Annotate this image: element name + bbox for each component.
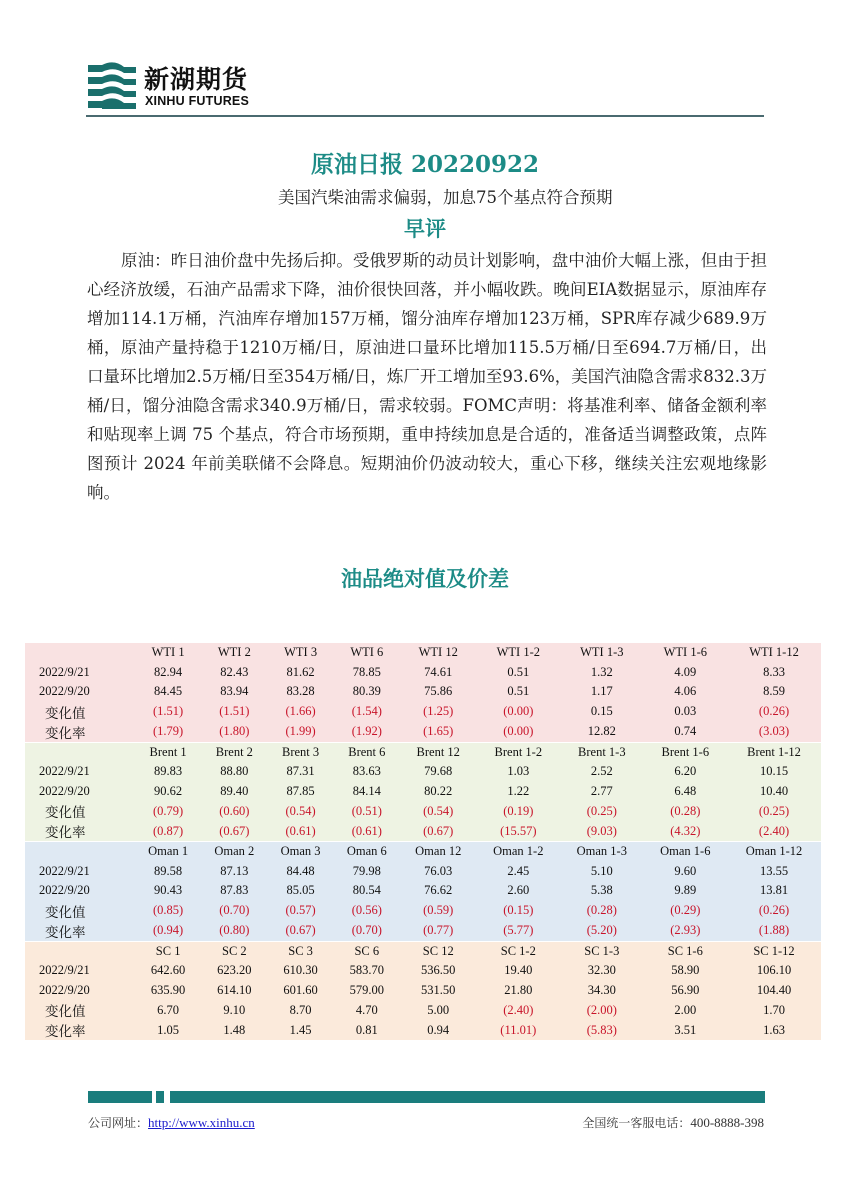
table-cell: (0.77): [400, 921, 477, 942]
table-cell: (0.54): [400, 801, 477, 821]
row-label: 变化率: [25, 821, 135, 842]
table-cell: 106.10: [727, 961, 821, 981]
table-cell: (2.00): [560, 1000, 644, 1020]
table-cell: 4.70: [334, 1000, 400, 1020]
table-cell: (0.51): [334, 801, 400, 821]
table-cell: 90.62: [135, 782, 201, 802]
row-label: 变化率: [25, 921, 135, 942]
footer-website: [88, 1114, 255, 1131]
table-cell: (0.79): [135, 801, 201, 821]
table-row: [25, 961, 821, 981]
table-cell: (0.67): [201, 821, 267, 842]
table-cell: (15.57): [477, 821, 561, 842]
table-cell: 19.40: [477, 961, 561, 981]
table-cell: 0.81: [334, 1020, 400, 1040]
table-cell: (0.60): [201, 801, 267, 821]
table-cell: 0.94: [400, 1020, 477, 1040]
column-header: Brent 1-6: [644, 742, 728, 762]
table-cell: 0.15: [560, 702, 644, 722]
table-cell: 80.22: [400, 782, 477, 802]
column-header: Oman 1-2: [477, 842, 561, 862]
table-header-row: [25, 941, 821, 961]
footer-bar-segment: [88, 1091, 152, 1103]
column-header: WTI 1-6: [644, 643, 728, 663]
table-cell: 0.51: [477, 663, 561, 683]
table-cell: 635.90: [135, 981, 201, 1001]
table-cell: (1.92): [334, 722, 400, 743]
table-cell: 58.90: [644, 961, 728, 981]
table-cell: (0.57): [267, 901, 333, 921]
column-header: Brent 3: [267, 742, 333, 762]
table-cell: 87.13: [201, 862, 267, 882]
table-cell: 56.90: [644, 981, 728, 1001]
table-cell: 0.74: [644, 722, 728, 743]
table-cell: 642.60: [135, 961, 201, 981]
section-heading-price-table: 油品绝对值及价差: [341, 566, 509, 591]
table-cell: 82.94: [135, 663, 201, 683]
table-cell: 8.33: [727, 663, 821, 683]
table-cell: 85.05: [267, 881, 333, 901]
table-cell: 5.00: [400, 1000, 477, 1020]
hotline-label: 全国统一客服电话：: [582, 1116, 691, 1130]
column-header: WTI 1-3: [560, 643, 644, 663]
table-row: [25, 762, 821, 782]
table-cell: (1.51): [135, 702, 201, 722]
table-cell: (0.70): [334, 921, 400, 942]
footer-bar-segment: [170, 1091, 765, 1103]
table-cell: (1.51): [201, 702, 267, 722]
row-label: 2022/9/21: [25, 663, 135, 683]
table-cell: (4.32): [644, 821, 728, 842]
table-cell: 1.48: [201, 1020, 267, 1040]
table-cell: (2.40): [477, 1000, 561, 1020]
table-row: [25, 1020, 821, 1040]
table-cell: (0.19): [477, 801, 561, 821]
table-cell: 87.31: [267, 762, 333, 782]
row-label: 变化率: [25, 722, 135, 743]
table-cell: (2.93): [644, 921, 728, 942]
header-divider: [86, 115, 764, 117]
table-header-row: [25, 643, 821, 663]
column-header: Brent 1-2: [477, 742, 561, 762]
table-cell: (0.28): [644, 801, 728, 821]
column-header: SC 12: [400, 941, 477, 961]
table-row: [25, 862, 821, 882]
table-cell: 89.83: [135, 762, 201, 782]
table-cell: 84.48: [267, 862, 333, 882]
table-cell: (0.26): [727, 702, 821, 722]
column-header: SC 1-6: [644, 941, 728, 961]
table-cell: 79.98: [334, 862, 400, 882]
row-label: 2022/9/20: [25, 981, 135, 1001]
table-row: [25, 981, 821, 1001]
table-cell: (5.20): [560, 921, 644, 942]
table-cell: 74.61: [400, 663, 477, 683]
table-cell: 6.48: [644, 782, 728, 802]
row-label: 2022/9/20: [25, 881, 135, 901]
table-cell: (1.88): [727, 921, 821, 942]
table-cell: (0.56): [334, 901, 400, 921]
logo-chinese-name: 新湖期货: [144, 65, 249, 94]
table-cell: 78.85: [334, 663, 400, 683]
column-header: SC 1-3: [560, 941, 644, 961]
row-label: 变化值: [25, 1000, 135, 1020]
column-header: SC 1: [135, 941, 201, 961]
table-cell: (0.00): [477, 702, 561, 722]
table-cell: (0.29): [644, 901, 728, 921]
table-header-row: [25, 842, 821, 862]
table-cell: 89.58: [135, 862, 201, 882]
row-label: 2022/9/21: [25, 862, 135, 882]
table-cell: (0.00): [477, 722, 561, 743]
table-cell: 623.20: [201, 961, 267, 981]
table-cell: (2.40): [727, 821, 821, 842]
table-cell: (1.99): [267, 722, 333, 743]
table-cell: 76.03: [400, 862, 477, 882]
table-cell: 104.40: [727, 981, 821, 1001]
table-cell: (1.25): [400, 702, 477, 722]
table-row: [25, 663, 821, 683]
table-cell: 80.54: [334, 881, 400, 901]
column-header: Oman 12: [400, 842, 477, 862]
column-header: Brent 2: [201, 742, 267, 762]
table-cell: 80.39: [334, 682, 400, 702]
table-cell: (0.25): [560, 801, 644, 821]
table-cell: (0.67): [400, 821, 477, 842]
table-cell: (0.85): [135, 901, 201, 921]
table-cell: (0.59): [400, 901, 477, 921]
column-header: WTI 3: [267, 643, 333, 663]
section-heading-morning-review: 早评: [404, 216, 446, 241]
table-cell: 83.63: [334, 762, 400, 782]
table-cell: 1.17: [560, 682, 644, 702]
column-header: Oman 1-6: [644, 842, 728, 862]
row-label: 2022/9/21: [25, 961, 135, 981]
table-cell: 83.94: [201, 682, 267, 702]
table-cell: 89.40: [201, 782, 267, 802]
table-cell: (0.87): [135, 821, 201, 842]
table-cell: 87.85: [267, 782, 333, 802]
column-header: SC 3: [267, 941, 333, 961]
table-cell: 536.50: [400, 961, 477, 981]
table-row: [25, 921, 821, 942]
table-cell: 81.62: [267, 663, 333, 683]
row-label: 变化值: [25, 801, 135, 821]
table-cell: (3.03): [727, 722, 821, 743]
table-cell: 5.38: [560, 881, 644, 901]
table-row: [25, 702, 821, 722]
table-cell: 84.45: [135, 682, 201, 702]
column-header: Oman 1-12: [727, 842, 821, 862]
table-cell: 2.00: [644, 1000, 728, 1020]
column-header: SC 2: [201, 941, 267, 961]
table-header-row: [25, 742, 821, 762]
table-cell: 1.63: [727, 1020, 821, 1040]
column-header: WTI 2: [201, 643, 267, 663]
table-cell: 75.86: [400, 682, 477, 702]
table-cell: 1.03: [477, 762, 561, 782]
table-cell: (0.54): [267, 801, 333, 821]
table-cell: 4.06: [644, 682, 728, 702]
column-header: Oman 1-3: [560, 842, 644, 862]
table-cell: (5.83): [560, 1020, 644, 1040]
table-cell: 10.15: [727, 762, 821, 782]
table-row: [25, 682, 821, 702]
column-header: Oman 2: [201, 842, 267, 862]
table-cell: 10.40: [727, 782, 821, 802]
table-cell: 2.52: [560, 762, 644, 782]
table-row: [25, 801, 821, 821]
column-header: Brent 12: [400, 742, 477, 762]
column-header: WTI 12: [400, 643, 477, 663]
table-cell: (1.65): [400, 722, 477, 743]
table-cell: 88.80: [201, 762, 267, 782]
table-cell: 6.20: [644, 762, 728, 782]
table-cell: 21.80: [477, 981, 561, 1001]
table-cell: 0.51: [477, 682, 561, 702]
column-header: WTI 1-12: [727, 643, 821, 663]
hotline-number: 400-8888-398: [690, 1115, 764, 1130]
table-cell: (9.03): [560, 821, 644, 842]
table-cell: (0.61): [334, 821, 400, 842]
table-row: [25, 782, 821, 802]
table-row: [25, 901, 821, 921]
table-cell: (0.26): [727, 901, 821, 921]
table-cell: 32.30: [560, 961, 644, 981]
column-header: Oman 3: [267, 842, 333, 862]
table-cell: (1.80): [201, 722, 267, 743]
row-label: [25, 842, 135, 862]
xinhu-wave-logo-icon: [88, 62, 136, 110]
website-label: 公司网址：: [88, 1116, 149, 1130]
table-cell: 1.05: [135, 1020, 201, 1040]
table-cell: 1.32: [560, 663, 644, 683]
table-row: [25, 821, 821, 842]
table-cell: (0.15): [477, 901, 561, 921]
table-cell: (0.70): [201, 901, 267, 921]
row-label: 变化率: [25, 1020, 135, 1040]
table-cell: 1.45: [267, 1020, 333, 1040]
column-header: Brent 6: [334, 742, 400, 762]
table-cell: 13.55: [727, 862, 821, 882]
table-row: [25, 722, 821, 743]
table-cell: 87.83: [201, 881, 267, 901]
table-cell: 8.70: [267, 1000, 333, 1020]
column-header: Brent 1: [135, 742, 201, 762]
table-cell: 8.59: [727, 682, 821, 702]
oil-price-spread-table: [25, 643, 821, 1040]
table-cell: 5.10: [560, 862, 644, 882]
paragraph-text: 原油：昨日油价盘中先扬后抑。受俄罗斯的动员计划影响，盘中油价大幅上涨，但由于担心经济放缓，石油产品需求下降，油价很快回落，并小幅收跌。晚间EIA数据显示，原油库存增加114.1万桶，汽油库存增加157万桶，馏分油库存增加123万桶，SPR库存减少689.9万桶，原油产量持稳于1210万桶/日，原油进口量环比增加115.5万桶/日至694.7万桶/日，出口量环比增加2.5万桶/日至354万桶/日，炼厂开工增加至93.6%，美国汽油隐含需求832.3万桶/日，馏分油隐含需求340.9万桶/日，需求较弱。FOMC声明：将基准利率、储备金额利率和贴现率上调 75 个基点，符合市场预期，重申持续加息是合适的，准备适当调整政策，点阵图预计 2024 年前美联储不会降息。短期油价仍波动较大，重心下移，继续关注宏观地缘影响。: [87, 251, 768, 502]
table-cell: (0.67): [267, 921, 333, 942]
footer-bar-segment: [156, 1091, 164, 1103]
column-header: WTI 6: [334, 643, 400, 663]
website-link[interactable]: http://www.xinhu.cn: [148, 1115, 255, 1130]
column-header: Brent 1-3: [560, 742, 644, 762]
row-label: [25, 643, 135, 663]
table-cell: (11.01): [477, 1020, 561, 1040]
footer-hotline: [582, 1114, 764, 1131]
table-cell: (0.28): [560, 901, 644, 921]
table-cell: 610.30: [267, 961, 333, 981]
row-label: [25, 941, 135, 961]
row-label: 2022/9/20: [25, 682, 135, 702]
table-cell: 79.68: [400, 762, 477, 782]
company-logo: [88, 60, 268, 112]
table-cell: 82.43: [201, 663, 267, 683]
table-cell: 83.28: [267, 682, 333, 702]
report-title: 原油日报 20220922: [310, 151, 540, 178]
table-cell: 2.60: [477, 881, 561, 901]
table-cell: (0.61): [267, 821, 333, 842]
column-header: WTI 1-2: [477, 643, 561, 663]
row-label: 2022/9/20: [25, 782, 135, 802]
column-header: SC 1-12: [727, 941, 821, 961]
table-cell: 34.30: [560, 981, 644, 1001]
table-cell: 3.51: [644, 1020, 728, 1040]
column-header: Brent 1-12: [727, 742, 821, 762]
table-cell: 84.14: [334, 782, 400, 802]
table-cell: 1.22: [477, 782, 561, 802]
table-cell: 13.81: [727, 881, 821, 901]
row-label: 变化值: [25, 702, 135, 722]
logo-english-name: XINHU FUTURES: [145, 94, 249, 108]
table-row: [25, 881, 821, 901]
table-cell: 2.45: [477, 862, 561, 882]
table-cell: 4.09: [644, 663, 728, 683]
table-cell: 90.43: [135, 881, 201, 901]
table-cell: (1.79): [135, 722, 201, 743]
row-label: 2022/9/21: [25, 762, 135, 782]
column-header: SC 1-2: [477, 941, 561, 961]
column-header: Oman 6: [334, 842, 400, 862]
report-subtitle: 美国汽柴油需求偏弱，加息75个基点符合预期: [278, 188, 613, 207]
table-cell: 9.89: [644, 881, 728, 901]
table-cell: 583.70: [334, 961, 400, 981]
table-cell: 531.50: [400, 981, 477, 1001]
table-cell: 601.60: [267, 981, 333, 1001]
column-header: Oman 1: [135, 842, 201, 862]
table-cell: 76.62: [400, 881, 477, 901]
table-cell: 6.70: [135, 1000, 201, 1020]
table-cell: (1.66): [267, 702, 333, 722]
table-cell: (1.54): [334, 702, 400, 722]
table-row: [25, 1000, 821, 1020]
table-cell: (0.94): [135, 921, 201, 942]
morning-review-paragraph: [87, 246, 767, 507]
column-header: SC 6: [334, 941, 400, 961]
table-cell: 2.77: [560, 782, 644, 802]
table-cell: 0.03: [644, 702, 728, 722]
table-cell: 614.10: [201, 981, 267, 1001]
table-cell: (0.25): [727, 801, 821, 821]
table-cell: (0.80): [201, 921, 267, 942]
table-cell: 1.70: [727, 1000, 821, 1020]
table-cell: 9.10: [201, 1000, 267, 1020]
row-label: [25, 742, 135, 762]
row-label: 变化值: [25, 901, 135, 921]
column-header: WTI 1: [135, 643, 201, 663]
table-cell: 12.82: [560, 722, 644, 743]
table-cell: 9.60: [644, 862, 728, 882]
table-cell: 579.00: [334, 981, 400, 1001]
table-cell: (5.77): [477, 921, 561, 942]
